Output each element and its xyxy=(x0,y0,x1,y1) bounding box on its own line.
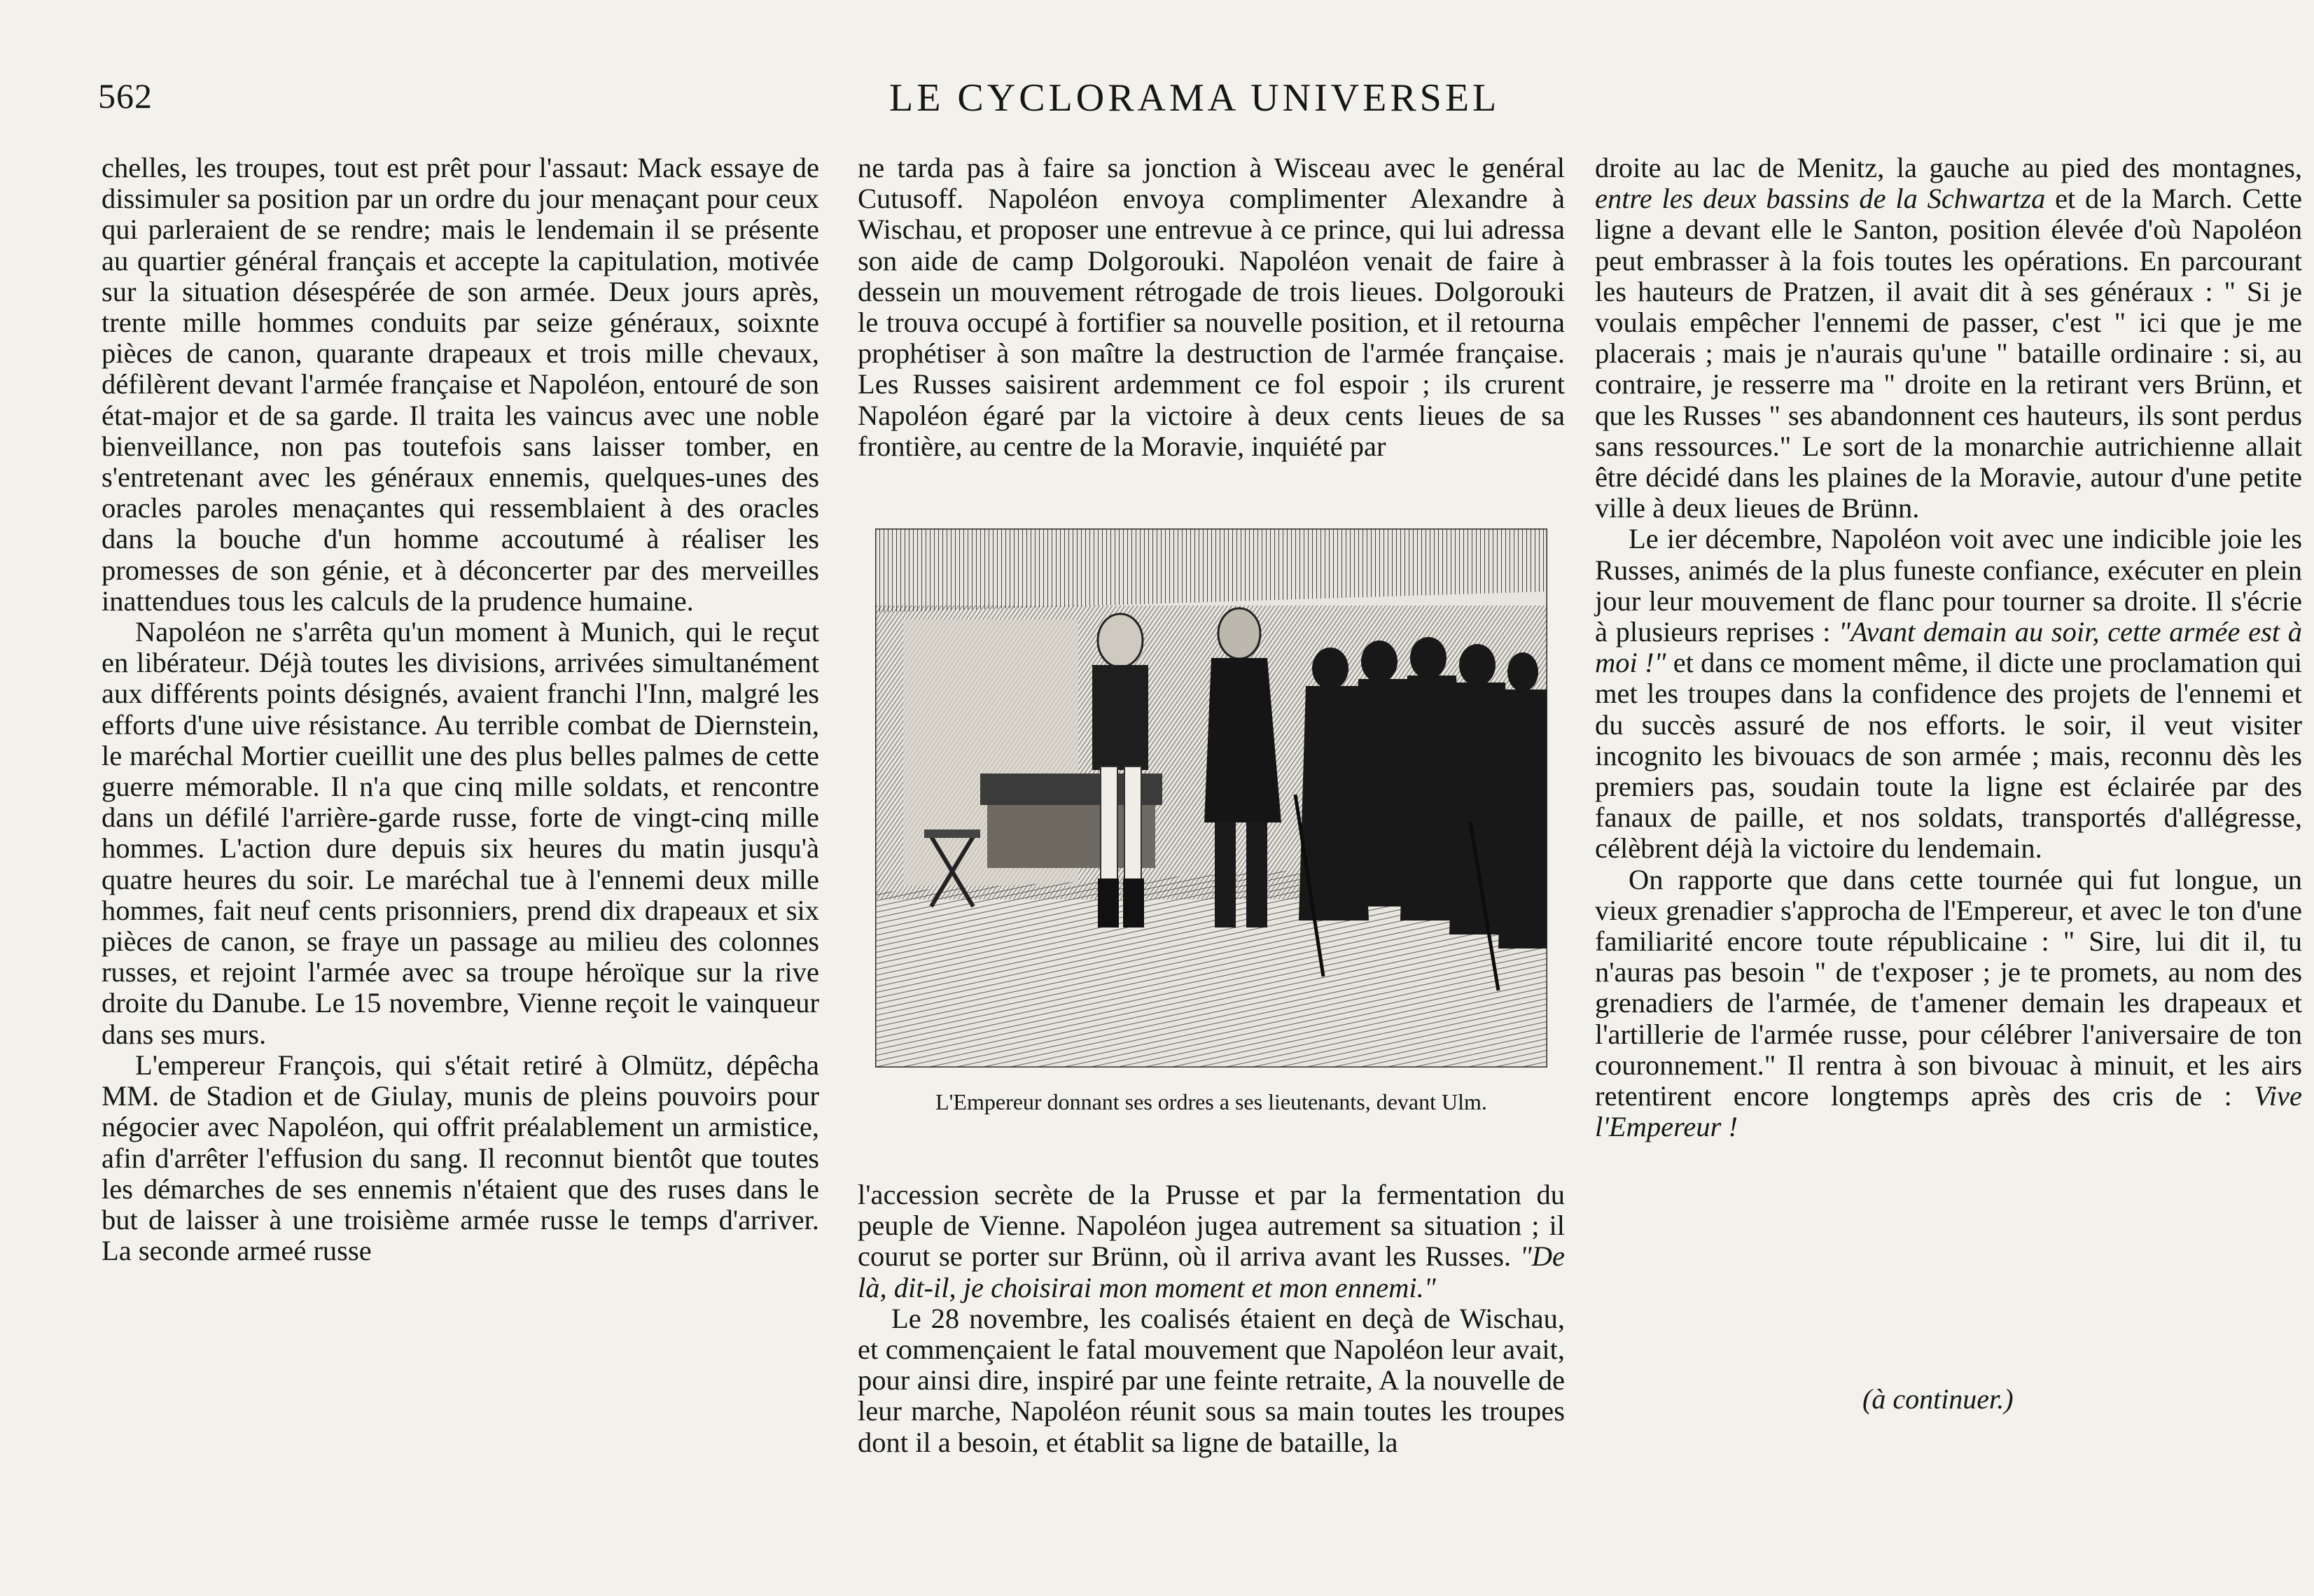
paragraph: ne tarda pas à faire sa jonction à Wisceau avec le genéral Cutusoff. Napoléon envoya complimenter Alexandre à Wischau, et proposer une entrevue à ce prince, qui lui adressa son aide de camp Dolgorouki. Napoléon venait de faire à dessein un mouvement rétrogade de trois lieues. Dolgorouki le trouva occupé à fortifier sa nouvelle position, et il retourna prophétiser à son maître la destruction de l'armée française. Les Russes saisirent ardemment ce fol espoir ; ils crurent Napoléon égaré par la victoire à deux cents lieues de sa frontière, au centre de la Moravie, inquiété par xyxy=(858,152,1565,462)
text-column-middle-top xyxy=(858,153,1565,462)
paragraph: L'empereur François, qui s'était retiré à Olmütz, dépêcha MM. de Stadion et de Giulay, munis de pleins pouvoirs pour négocier avec Napoléon, qui offrit préalablement un armistice, afin d'arrêter l'effusion du sang. Il reconnut bientôt que toutes les démarches de ses ennemis n'étaient que des ruses dans le but de laisser à une troisième armée russe le temps d'arriver. La seconde armeé russe xyxy=(102,1049,819,1267)
paragraph xyxy=(1595,153,2302,524)
paragraph xyxy=(1595,864,2302,1143)
paragraph-text: droite au lac de Menitz, la gauche au pied des montagnes, xyxy=(1595,152,2302,183)
paragraph: Le 28 novembre, les coalisés étaient en deçà de Wischau, et commençaient le fatal mouvement que Napoléon leur avait, pour ainsi dire, inspiré par une feinte retraite, A la nouvelle de leur marche, Napoléon réunit sous sa main toutes les troupes dont il a besoin, et établit sa ligne de bataille, la xyxy=(858,1302,1565,1458)
paragraph-text: et dans ce moment même, il dicte une proclamation qui met les troupes dans la confidence des projets de l'ennemi et du succès assuré de nos efforts. le soir, il veut visiter incognito les bivouacs de son armée ; mais, reconnu dès les premiers pas, soudain toute la ligne est éclairée par des fanaux de paille, et nos soldats, transportés d'allégresse, célèbrent déjà la victoire du lendemain. xyxy=(1595,647,2302,864)
paragraph xyxy=(1595,524,2302,864)
italic-quote: Vive l'Empereur ! xyxy=(1595,1080,2302,1143)
engraving-illustration xyxy=(875,528,1547,1068)
italic-quote: "De là, dit-il, je choisirai mon moment et mon ennemi." xyxy=(858,1240,1565,1303)
paragraph-text: l'accession secrète de la Prusse et par la fermentation du peuple de Vienne. Napoléon jugea autrement sa situation ; il courut se porter sur Brünn, où il arriva avant les Russes. xyxy=(858,1179,1565,1273)
paragraph-text: Le ier décembre, Napoléon voit avec une indicible joie les Russes, animés de la plus funeste confiance, exécuter en plein jour leur mouvement de flanc pour tourner sa droite. Il s'écrie à plusieurs reprises : xyxy=(1595,523,2302,648)
italic-quote: "Avant demain au soir, cette armée est à moi !" xyxy=(1595,616,2303,679)
paragraph-text: et de la March. Cette ligne a devant elle le Santon, position élevée d'où Napoléon peut embrasser à la fois toutes les opérations. En parcourant les hauteurs de Pratzen, il avait dit à ses généraux : " Si je voulais empêcher l'ennemi de passer, c'est " ici que je me placerais ; mais je n'aurais qu'une " bataille ordinaire : si, au contraire, je resserre ma " droite en la retirant vers Brünn, et que les Russes " ses abandonnent ces hauteurs, ils sont perdus sans ressources." Le sort de la monarchie autrichienne allait être décidé dans les plaines de la Moravie, autour d'une petite ville à deux lieues de Brünn. xyxy=(1595,183,2302,524)
text-column-right xyxy=(1595,153,2302,1143)
engraving-image xyxy=(875,528,1547,1068)
paragraph: chelles, les troupes, tout est prêt pour l'assaut: Mack essaye de dissimuler sa position par un ordre du jour menaçant pour ceux qui parleraient de se rendre; mais le lendemain il se présente au quartier général français et accepte la capitulation, motivée sur la situation désespérée de son armée. Deux jours après, trente mille hommes conduits par seize généraux, soixnte pièces de canon, quarante drapeaux et trois mille chevaux, défilèrent devant l'armée française et Napoléon, entouré de son état-major et de sa garde. Il traita les vaincus avec une noble bienveillance, non pas toutefois sans laisser tomber, en s'entretenant avec les généraux ennemis, quelques-unes des oracles paroles menaçantes qui ressemblaient à des oracles dans la bouche d'un homme accoutumé à réaliser les promesses de son génie, et à déconcerter par des merveilles inattendues tous les calculs de la prudence humaine. xyxy=(102,152,819,617)
page-number: 562 xyxy=(98,76,153,115)
running-title: LE CYCLORAMA UNIVERSEL xyxy=(889,76,1500,120)
paragraph: Napoléon ne s'arrêta qu'un moment à Munich, qui le reçut en libérateur. Déjà toutes les divisions, arrivées simultanément aux différents points désignés, avaient franchi l'Inn, malgré les efforts d'une uive résistance. Au terrible combat de Diernstein, le maréchal Mortier cueillit une des plus belles palmes de cette guerre mémorable. Il n'a que cinq mille soldats, et rencontre dans un défilé l'arrière-garde russe, forte de vingt-cinq mille hommes. L'action dure depuis six heures du matin jusqu'à quatre heures du soir. Le maréchal tue à l'ennemi deux mille hommes, fait neuf cents prisonniers, prend dix drapeaux et six pièces de canon, se fraye un passage au milieu des colonnes russes, et rejoint l'armée avec sa troupe héroïque sur la rive droite du Danube. Le 15 novembre, Vienne reçoit le vainqueur dans ses murs. xyxy=(102,616,819,1050)
continuation-note: (à continuer.) xyxy=(1862,1383,2014,1415)
paragraph-text: On rapporte que dans cette tournée qui fut longue, un vieux grenadier s'approcha de l'Empereur, et avec le ton d'une familiarité encore toute républicaine : " Sire, lui dit il, tu n'auras pas besoin " de t'exposer ; je te promets, au nom des grenadiers de l'armée, de t'amener demain les drapeaux et l'artillerie de l'armée russe, pour célébrer l'aniversaire de ton couronnement." Il rentra à son bivouac à minuit, et les airs retentirent encore longtemps après des cris de : xyxy=(1595,863,2302,1112)
italic-phrase: entre les deux bassins de la Schwartza xyxy=(1595,183,2046,215)
figure-caption: L'Empereur donnant ses ordres a ses lieutenants, devant Ulm. xyxy=(935,1089,1487,1114)
paragraph xyxy=(858,1180,1565,1303)
text-column-left xyxy=(102,153,819,1266)
text-column-middle-bottom xyxy=(858,1180,1565,1458)
